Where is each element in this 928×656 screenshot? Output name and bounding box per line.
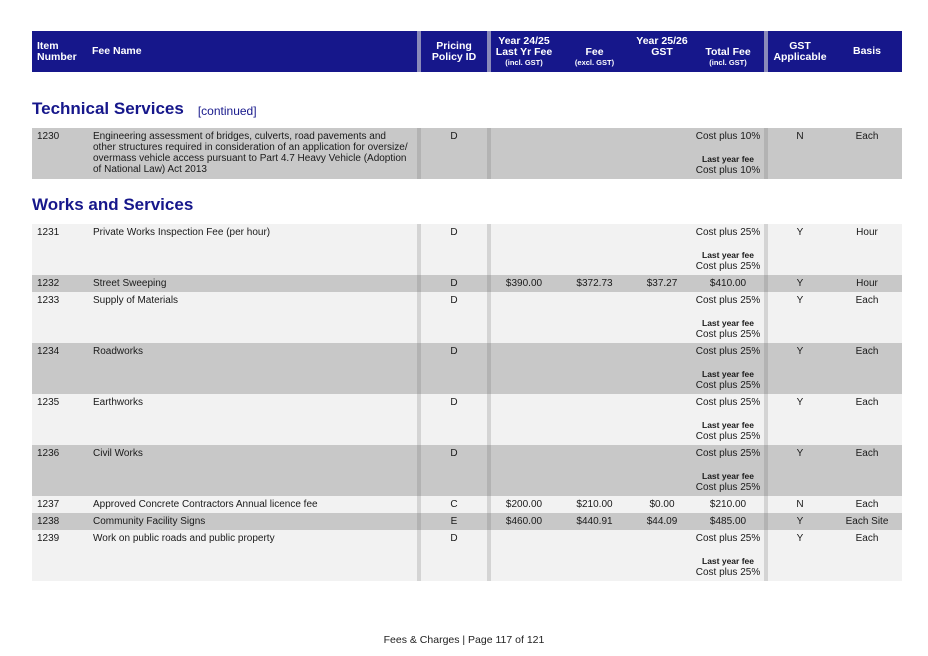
item-number-cell: 1239 xyxy=(32,530,87,581)
basis-cell: Each xyxy=(832,292,902,343)
total-fee-value: Cost plus 25% xyxy=(695,295,761,306)
last-yr-fee-cell: $460.00 xyxy=(491,513,557,530)
gst-applicable-cell: N xyxy=(768,128,832,179)
header-year-2425: Year 24/25 xyxy=(498,34,550,47)
gst-cell: $37.27 xyxy=(632,275,692,292)
pricing-policy-cell: D xyxy=(421,292,487,343)
total-fee-cell xyxy=(692,128,764,179)
header-gst-applicable: GST Applicable xyxy=(768,31,832,72)
basis-cell: Each xyxy=(832,128,902,179)
gst-cell: $0.00 xyxy=(632,496,692,513)
gst-cell xyxy=(632,128,692,179)
pricing-policy-cell: D xyxy=(421,394,487,445)
basis-cell: Each xyxy=(832,530,902,581)
last-yr-fee-cell xyxy=(491,394,557,445)
fee-name-cell: Civil Works xyxy=(87,445,417,496)
last-year-fee-label: Last year fee xyxy=(702,369,754,379)
fee-name-cell: Roadworks xyxy=(87,343,417,394)
total-fee-value: Cost plus 25% xyxy=(695,448,761,459)
item-number-cell: 1230 xyxy=(32,128,87,179)
pricing-policy-cell: D xyxy=(421,343,487,394)
fee-name-cell: Engineering assessment of bridges, culverts, road pavements and other structures required in consideration of an application for oversize/ overmass vehicle access pursuant to Part 4.7 Heavy Vehicle (Adoption of National Law) Act 2013 xyxy=(87,128,417,179)
last-yr-fee-cell xyxy=(491,224,557,275)
last-yr-fee-cell xyxy=(491,343,557,394)
table-row xyxy=(32,394,898,445)
section-rows-technical-services xyxy=(32,128,898,179)
section-rows-works-and-services xyxy=(32,224,898,581)
header-last-yr-fee xyxy=(491,31,557,72)
header-fee xyxy=(557,31,632,72)
fee-excl-gst-cell: $210.00 xyxy=(557,496,632,513)
gst-applicable-cell: Y xyxy=(768,530,832,581)
last-year-fee-value: Cost plus 25% xyxy=(695,380,761,391)
header-last-yr-fee-label: Last Yr Fee xyxy=(495,45,553,58)
header-basis: Basis xyxy=(832,31,902,72)
table-row xyxy=(32,513,898,530)
total-fee-cell xyxy=(692,224,764,275)
total-fee-value: Cost plus 25% xyxy=(695,533,761,544)
gst-applicable-cell: Y xyxy=(768,275,832,292)
last-yr-fee-cell xyxy=(491,292,557,343)
fee-excl-gst-cell xyxy=(557,224,632,275)
gst-cell xyxy=(632,292,692,343)
item-number-cell: 1235 xyxy=(32,394,87,445)
fee-name-cell: Private Works Inspection Fee (per hour) xyxy=(87,224,417,275)
header-item-number: Item Number xyxy=(32,31,87,72)
pricing-policy-cell: C xyxy=(421,496,487,513)
total-fee-cell xyxy=(692,445,764,496)
total-fee-cell xyxy=(692,394,764,445)
gst-applicable-cell: N xyxy=(768,496,832,513)
total-fee-value: $485.00 xyxy=(709,516,747,527)
header-gst-label: GST xyxy=(651,45,673,58)
header-year-2526: Year 25/26 xyxy=(636,34,688,47)
table-row xyxy=(32,275,898,292)
total-fee-cell xyxy=(692,275,764,292)
item-number-cell: 1234 xyxy=(32,343,87,394)
pricing-policy-cell: D xyxy=(421,530,487,581)
pricing-policy-cell: E xyxy=(421,513,487,530)
fee-excl-gst-cell xyxy=(557,128,632,179)
gst-applicable-cell: Y xyxy=(768,394,832,445)
gst-cell xyxy=(632,343,692,394)
last-year-fee-label: Last year fee xyxy=(702,420,754,430)
last-year-fee-label: Last year fee xyxy=(702,318,754,328)
last-year-fee-value: Cost plus 25% xyxy=(695,431,761,442)
last-year-fee-value: Cost plus 25% xyxy=(695,329,761,340)
table-row xyxy=(32,445,898,496)
total-fee-cell xyxy=(692,343,764,394)
table-row xyxy=(32,530,898,581)
last-year-fee-label: Last year fee xyxy=(702,471,754,481)
total-fee-value: $410.00 xyxy=(709,278,747,289)
fee-name-cell: Supply of Materials xyxy=(87,292,417,343)
section-title-technical-services xyxy=(32,93,898,119)
last-year-fee-label: Last year fee xyxy=(702,556,754,566)
fee-excl-gst-cell xyxy=(557,445,632,496)
total-fee-value: Cost plus 10% xyxy=(695,131,761,142)
section-title-text: Technical Services xyxy=(32,99,184,118)
basis-cell: Each Site xyxy=(832,513,902,530)
last-year-fee-label: Last year fee xyxy=(702,250,754,260)
last-yr-fee-cell xyxy=(491,445,557,496)
basis-cell: Each xyxy=(832,394,902,445)
gst-cell xyxy=(632,445,692,496)
basis-cell: Hour xyxy=(832,224,902,275)
last-year-fee-value: Cost plus 25% xyxy=(695,567,761,578)
fee-excl-gst-cell xyxy=(557,394,632,445)
header-incl-gst: (incl. GST) xyxy=(505,57,543,67)
gst-applicable-cell: Y xyxy=(768,513,832,530)
gst-cell xyxy=(632,394,692,445)
total-fee-value: Cost plus 25% xyxy=(695,227,761,238)
header-fee-name: Fee Name xyxy=(87,31,417,72)
gst-applicable-cell: Y xyxy=(768,445,832,496)
item-number-cell: 1232 xyxy=(32,275,87,292)
fee-name-cell: Street Sweeping xyxy=(87,275,417,292)
pricing-policy-cell: D xyxy=(421,128,487,179)
item-number-cell: 1231 xyxy=(32,224,87,275)
fee-excl-gst-cell xyxy=(557,343,632,394)
table-row xyxy=(32,128,898,179)
table-row xyxy=(32,224,898,275)
fee-excl-gst-cell: $372.73 xyxy=(557,275,632,292)
total-fee-value: $210.00 xyxy=(709,499,747,510)
last-yr-fee-cell xyxy=(491,128,557,179)
header-fee-label: Fee xyxy=(585,45,604,58)
basis-cell: Each xyxy=(832,343,902,394)
fee-name-cell: Earthworks xyxy=(87,394,417,445)
table-header xyxy=(32,31,898,72)
section-title-text: Works and Services xyxy=(32,195,194,214)
last-year-fee-value: Cost plus 25% xyxy=(695,261,761,272)
fee-excl-gst-cell xyxy=(557,530,632,581)
fee-name-cell: Work on public roads and public property xyxy=(87,530,417,581)
last-yr-fee-cell: $200.00 xyxy=(491,496,557,513)
item-number-cell: 1238 xyxy=(32,513,87,530)
fee-name-cell: Approved Concrete Contractors Annual licence fee xyxy=(87,496,417,513)
last-yr-fee-cell xyxy=(491,530,557,581)
item-number-cell: 1236 xyxy=(32,445,87,496)
fee-excl-gst-cell: $440.91 xyxy=(557,513,632,530)
total-fee-cell xyxy=(692,513,764,530)
item-number-cell: 1237 xyxy=(32,496,87,513)
header-total-fee xyxy=(692,31,764,72)
total-fee-cell xyxy=(692,496,764,513)
last-yr-fee-cell: $390.00 xyxy=(491,275,557,292)
basis-cell: Hour xyxy=(832,275,902,292)
gst-applicable-cell: Y xyxy=(768,292,832,343)
last-year-fee-label: Last year fee xyxy=(702,154,754,164)
header-pricing-policy: Pricing Policy ID xyxy=(421,31,487,72)
table-row xyxy=(32,496,898,513)
last-year-fee-value: Cost plus 25% xyxy=(695,482,761,493)
fee-excl-gst-cell xyxy=(557,292,632,343)
gst-cell xyxy=(632,224,692,275)
section-title-works-and-services xyxy=(32,189,898,215)
total-fee-value: Cost plus 25% xyxy=(695,397,761,408)
basis-cell: Each xyxy=(832,445,902,496)
total-fee-value: Cost plus 25% xyxy=(695,346,761,357)
gst-cell: $44.09 xyxy=(632,513,692,530)
gst-applicable-cell: Y xyxy=(768,224,832,275)
table-row xyxy=(32,292,898,343)
fee-name-cell: Community Facility Signs xyxy=(87,513,417,530)
header-gst xyxy=(632,31,692,72)
pricing-policy-cell: D xyxy=(421,224,487,275)
gst-cell xyxy=(632,530,692,581)
last-year-fee-value: Cost plus 10% xyxy=(695,165,761,176)
item-number-cell: 1233 xyxy=(32,292,87,343)
continued-label: [continued] xyxy=(197,104,257,118)
header-total-incl-gst: (incl. GST) xyxy=(709,57,747,67)
table-row xyxy=(32,343,898,394)
fee-table xyxy=(32,31,898,581)
basis-cell: Each xyxy=(832,496,902,513)
total-fee-cell xyxy=(692,292,764,343)
header-total-fee-label: Total Fee xyxy=(705,45,751,58)
page-footer: Fees & Charges | Page 117 of 121 xyxy=(383,634,545,646)
pricing-policy-cell: D xyxy=(421,275,487,292)
gst-applicable-cell: Y xyxy=(768,343,832,394)
header-excl-gst: (excl. GST) xyxy=(574,57,615,67)
total-fee-cell xyxy=(692,530,764,581)
pricing-policy-cell: D xyxy=(421,445,487,496)
